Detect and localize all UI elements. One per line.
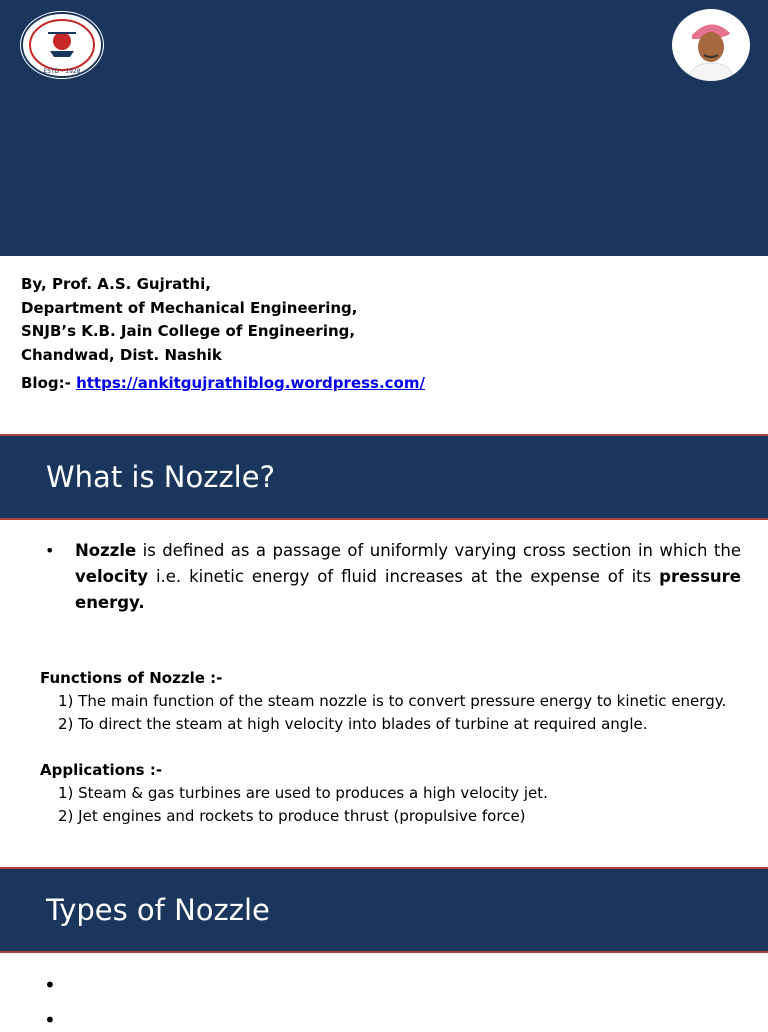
bullet-icon: • — [44, 1008, 56, 1032]
blog-line — [21, 374, 425, 392]
definition-text: i.e. kinetic energy of fluid increases at the expense of its — [148, 567, 660, 586]
term-pressure-energy: pressure energy. — [75, 567, 741, 612]
author-line: Department of Mechanical Engineering, — [21, 298, 358, 317]
list-item: 1) The main function of the steam nozzle is to convert pressure energy to kinetic energy. — [58, 692, 727, 710]
term-nozzle: Nozzle — [75, 541, 137, 560]
college-seal-icon — [20, 11, 104, 79]
term-velocity: velocity — [75, 567, 149, 586]
list-item: 2) Jet engines and rockets to produce thrust (propulsive force) — [58, 807, 526, 825]
title-slide-header — [0, 0, 768, 256]
bullet-icon: • — [45, 541, 55, 560]
blog-label: Blog:- — [21, 374, 71, 392]
founder-portrait-icon — [672, 9, 750, 81]
functions-heading: Functions of Nozzle :- — [40, 669, 223, 687]
author-line: SNJB’s K.B. Jain College of Engineering, — [21, 322, 356, 340]
applications-list — [40, 759, 548, 828]
nozzle-definition — [75, 538, 741, 616]
applications-heading: Applications :- — [40, 761, 163, 779]
section-title: Types of Nozzle — [46, 893, 270, 927]
author-line: By, Prof. A.S. Gujrathi, — [21, 275, 211, 293]
definition-text: is defined as a passage of uniformly varying cross section in which the — [136, 541, 741, 560]
list-item: 2) To direct the steam at high velocity into blades of turbine at required angle. — [58, 715, 648, 733]
section-title-bar — [0, 867, 768, 953]
seal-estd-text: ESTD - 1928 — [43, 68, 81, 75]
author-info — [21, 273, 741, 367]
section-title-bar — [0, 434, 768, 520]
functions-list — [40, 667, 726, 736]
list-item: 1) Steam & gas turbines are used to produces a high velocity jet. — [58, 784, 548, 802]
section-title: What is Nozzle? — [46, 460, 275, 494]
blog-link[interactable]: https://ankitgujrathiblog.wordpress.com/ — [76, 374, 425, 392]
author-line: Chandwad, Dist. Nashik — [21, 345, 222, 364]
bullet-icon: • — [44, 973, 56, 997]
